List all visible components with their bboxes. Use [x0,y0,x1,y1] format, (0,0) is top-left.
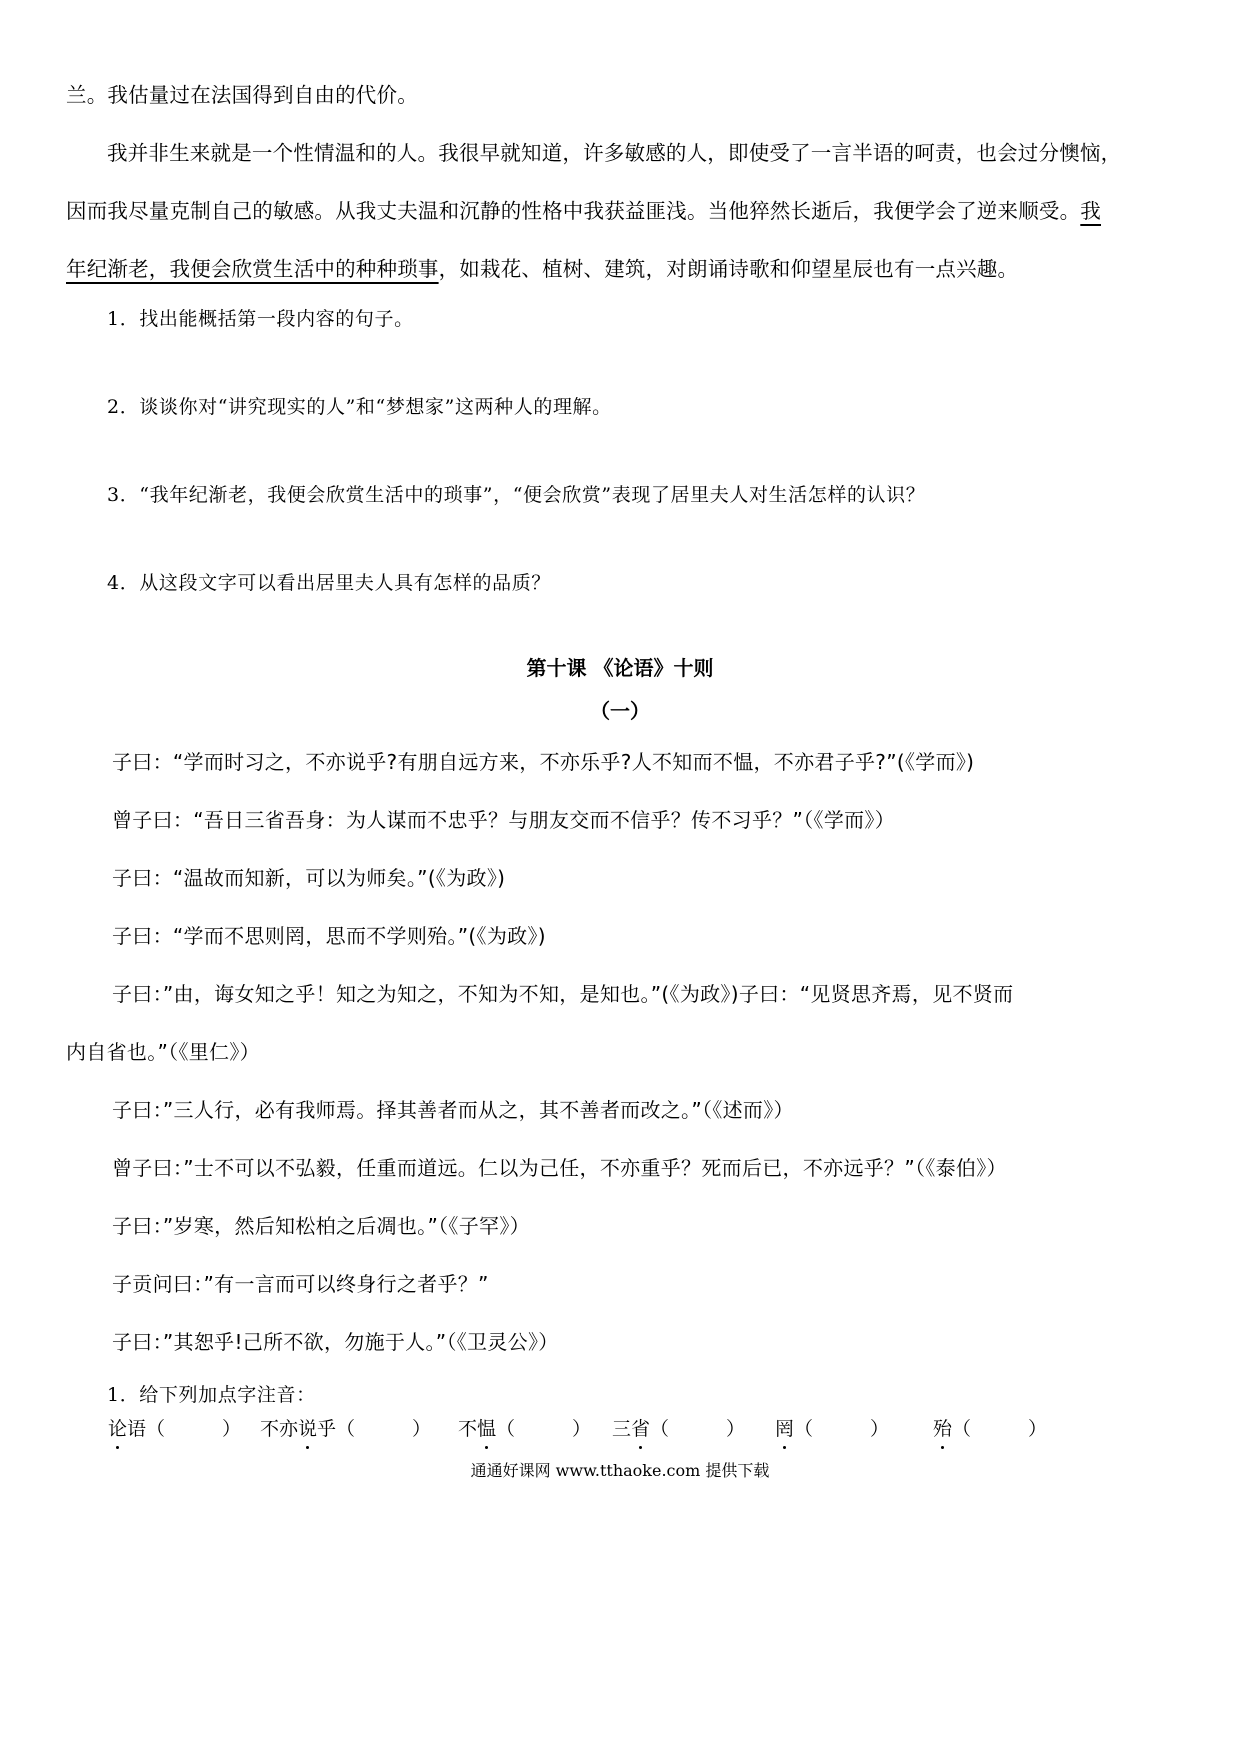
dotted-char: 说 [298,1414,317,1441]
underlined-sentence: 我 [1080,199,1101,223]
pinyin-item: 殆（ ） [933,1414,1047,1441]
dotted-char: 罔 [775,1414,794,1441]
passage-line: 我并非生来就是一个性情温和的人。我很早就知道，许多敏感的人，即使受了一言半语的呵责，也会过分懊恼， [107,141,1122,165]
lesson-section: （一） [590,699,650,723]
question-2: 2．谈谈你对“讲究现实的人”和“梦想家”这两种人的理解。 [107,396,612,418]
analects-entry: 子曰：”岁寒，然后知松柏之后凋也。”（《子罕》） [112,1214,530,1238]
dotted-char: 愠 [477,1414,496,1441]
pinyin-item: 三省（ ） [612,1414,745,1441]
analects-entry: 内自省也。”（《里仁》） [66,1040,260,1064]
page-footer: 通通好课网 www.tthaoke.com 提供下载 [470,1461,770,1480]
question-1: 1．找出能概括第一段内容的句子。 [107,308,414,330]
dotted-char: 殆 [933,1414,952,1441]
passage-text: 因而我尽量克制自己的敏感。从我丈夫温和沉静的性格中我获益匪浅。当他猝然长逝后，我便学会了逆来顺受。 [66,199,1081,223]
passage-line [66,194,1101,224]
dotted-char: 省 [631,1414,650,1441]
analects-entry: 子曰：”由，诲女知之乎！知之为知之，不知为不知，是知也。”(《为政》)子曰：“见贤思齐焉，见不贤而 [112,982,1014,1006]
pinyin-item: 罔（ ） [775,1414,889,1441]
analects-entry: 子曰：”三人行，必有我师焉。择其善者而从之，其不善者而改之。”（《述而》） [112,1098,794,1122]
passage-line: 兰。我估量过在法国得到自由的代价。 [66,83,418,107]
passage-text: ，如栽花、植树、建筑，对朗诵诗歌和仰望星辰也有一点兴趣。 [438,257,1019,281]
passage-line [66,252,1018,282]
analects-entry: 子曰：“学而时习之，不亦说乎?有朋自远方来，不亦乐乎?人不知而不愠，不亦君子乎?”(《学而》) [112,750,975,774]
question-3: 3．“我年纪渐老，我便会欣赏生活中的琐事”，“便会欣赏”表现了居里夫人对生活怎样的认识？ [107,484,926,506]
analects-entry: 子曰：“温故而知新，可以为师矣。”(《为政》) [112,866,506,890]
pinyin-item: 论语（ ） [108,1414,241,1441]
analects-entry: 子曰：”其恕乎!己所不欲，勿施于人。”（《卫灵公》） [112,1330,559,1354]
question-4: 4．从这段文字可以看出居里夫人具有怎样的品质？ [107,572,551,594]
lesson-title: 第十课 《论语》十则 [526,656,714,680]
dotted-char: 论 [108,1414,127,1441]
underlined-sentence: 年纪渐老，我便会欣赏生活中的种种琐事 [66,257,439,281]
analects-entry: 子贡问曰：”有一言而可以终身行之者乎？” [112,1272,489,1296]
pinyin-item: 不愠（ ） [458,1414,591,1441]
exercise-prompt: 1．给下列加点字注音： [107,1384,316,1406]
analects-entry: 曾子曰：“吾日三省吾身：为人谋而不忠乎？与朋友交而不信乎？传不习乎？”（《学而》） [112,808,896,832]
analects-entry: 子曰：“学而不思则罔，思而不学则殆。”(《为政》) [112,924,546,948]
pinyin-item: 不亦说乎（ ） [260,1414,431,1441]
analects-entry: 曾子曰：”士不可以不弘毅，任重而道远。仁以为己任，不亦重乎？死而后已，不亦远乎？”（《泰伯》） [112,1156,1007,1180]
